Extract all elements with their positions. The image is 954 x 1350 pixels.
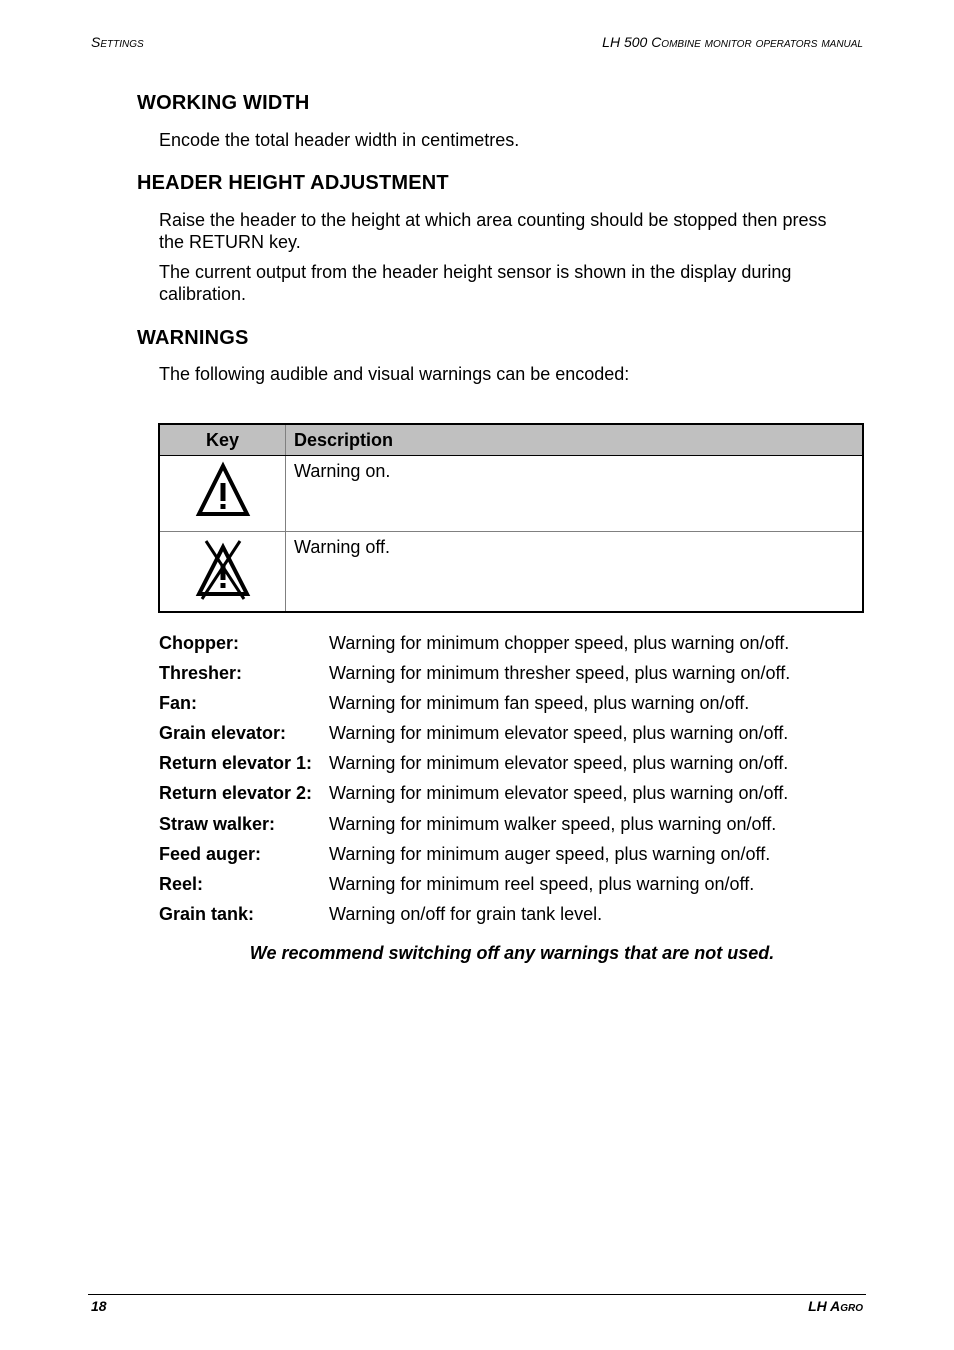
warning-label: Feed auger:: [159, 843, 262, 864]
key-cell: [159, 532, 286, 613]
warning-description: Warning for minimum thresher speed, plus warning on/off.: [329, 663, 791, 684]
list-item: [159, 813, 790, 843]
warning-label: Thresher:: [159, 663, 243, 684]
warning-label: Fan:: [159, 693, 197, 714]
warnings-intro: The following audible and visual warnings can be encoded:: [159, 364, 630, 384]
warning-off-icon: [194, 537, 252, 601]
list-item: [159, 692, 790, 722]
list-item: [159, 843, 790, 873]
list-item: [159, 632, 790, 662]
list-item: [159, 873, 790, 903]
warning-description: Warning for minimum reel speed, plus warning on/off.: [329, 873, 755, 894]
warning-label: Grain elevator:: [159, 723, 287, 744]
key-cell: [159, 456, 286, 532]
list-item: [159, 662, 790, 692]
warning-description: Warning for minimum elevator speed, plus warning on/off.: [329, 783, 789, 804]
footer-divider: [88, 1294, 866, 1295]
list-item: [159, 782, 790, 812]
list-item: [159, 752, 790, 782]
warning-key-table: [158, 423, 864, 613]
recommendation-note: We recommend switching off any warnings that are not used.: [249, 943, 775, 963]
warning-list: [159, 632, 790, 933]
table-header-row: [159, 424, 863, 456]
table-row: [159, 456, 863, 532]
footer-brand: LH Agro: [808, 1298, 863, 1314]
list-item: [159, 903, 790, 933]
heading-working-width: WORKING WIDTH: [137, 92, 310, 114]
list-item: [159, 722, 790, 752]
warning-description: Warning for minimum auger speed, plus warning on/off.: [329, 843, 771, 864]
col-description-header: Description: [286, 424, 864, 456]
running-header-title: LH 500 Combine monitor operators manual: [602, 34, 863, 50]
warning-description: Warning for minimum elevator speed, plus warning on/off.: [329, 753, 789, 774]
warning-label: Return elevator 2:: [159, 783, 313, 804]
warning-label: Chopper:: [159, 633, 239, 653]
header-height-text-1: Raise the header to the height at which area counting should be stopped then press the RETURN key.: [159, 210, 827, 252]
heading-warnings: WARNINGS: [137, 327, 249, 349]
table-row: [159, 532, 863, 613]
warning-description: Warning for minimum fan speed, plus warning on/off.: [329, 693, 750, 714]
description-cell: Warning off.: [286, 532, 864, 613]
warning-label: Return elevator 1:: [159, 753, 313, 774]
header-height-text-2: The current output from the header height sensor is shown in the display during calibration.: [159, 262, 792, 304]
warning-label: Reel:: [159, 873, 204, 894]
warning-description: Warning for minimum walker speed, plus warning on/off.: [329, 813, 777, 834]
col-key-header: Key: [159, 424, 286, 456]
heading-header-height: HEADER HEIGHT ADJUSTMENT: [137, 172, 449, 194]
warning-label: Grain tank:: [159, 903, 255, 924]
warning-on-icon: [194, 461, 252, 521]
running-header-section: Settings: [91, 34, 144, 50]
working-width-text: Encode the total header width in centimetres.: [159, 130, 520, 150]
description-cell: Warning on.: [286, 456, 864, 532]
warning-description: Warning for minimum chopper speed, plus warning on/off.: [329, 633, 790, 653]
warning-label: Straw walker:: [159, 813, 276, 834]
warning-description: Warning on/off for grain tank level.: [329, 903, 603, 924]
warning-description: Warning for minimum elevator speed, plus warning on/off.: [329, 723, 789, 744]
page-number: 18: [91, 1298, 107, 1314]
